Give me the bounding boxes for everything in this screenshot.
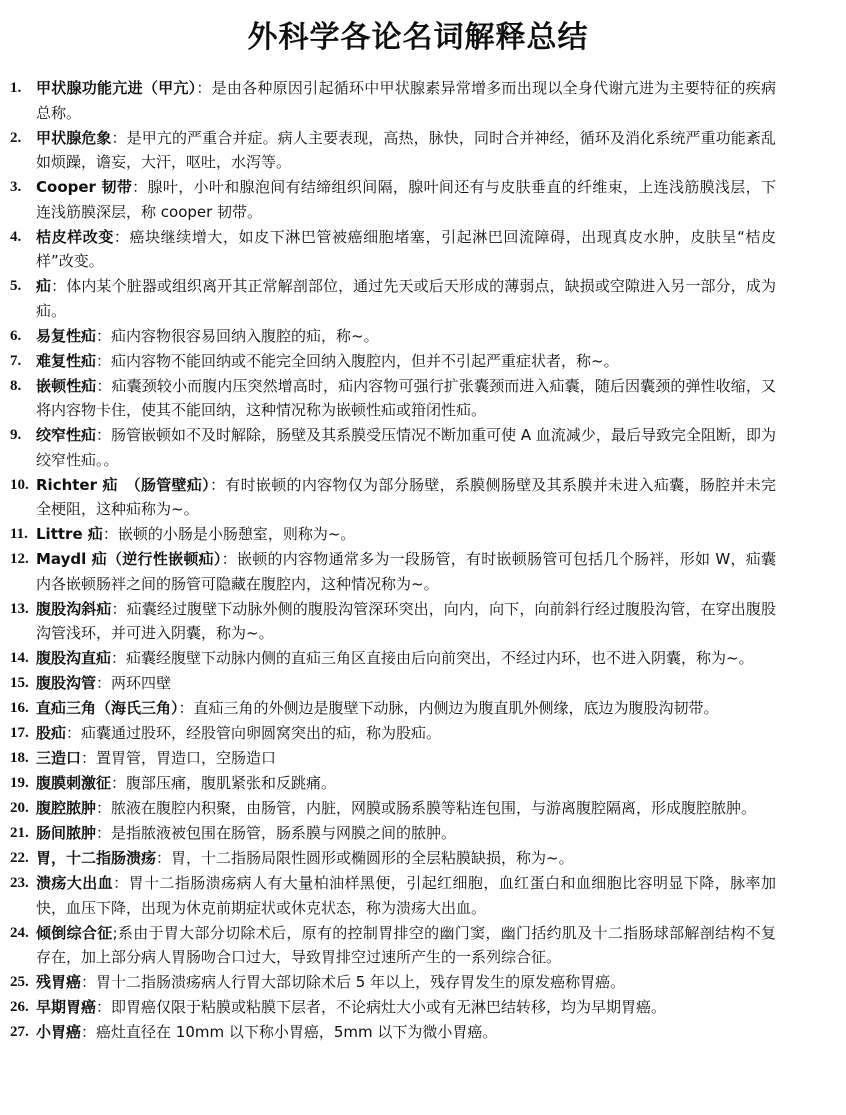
definition-entry xyxy=(10,746,776,771)
definition-entry xyxy=(10,821,776,846)
definition-entry xyxy=(10,995,776,1020)
entry-body xyxy=(36,696,776,721)
definition-list xyxy=(10,76,776,1045)
entry-number: 7. xyxy=(10,352,22,369)
entry-separator: ： xyxy=(66,724,82,742)
definition-entry xyxy=(10,522,776,547)
entry-number: 20. xyxy=(10,800,29,816)
entry-term: 直疝三角（海氏三角） xyxy=(36,699,179,717)
entry-separator: ： xyxy=(81,973,97,991)
entry-number: 19. xyxy=(10,775,29,791)
entry-term: 桔皮样改变 xyxy=(36,227,114,246)
entry-number: 2. xyxy=(10,129,22,146)
entry-body xyxy=(36,746,776,771)
entry-term: 难复性疝 xyxy=(36,351,97,370)
entry-number: 15. xyxy=(10,675,29,691)
entry-body xyxy=(36,671,776,696)
entry-definition: 两环四壁 xyxy=(111,674,172,692)
document-title: 外科学各论名词解释总结 xyxy=(247,20,589,55)
entry-term: 腹股沟斜疝 xyxy=(36,599,112,618)
entry-term: 易复性疝 xyxy=(36,326,97,345)
entry-body xyxy=(36,324,776,349)
entry-definition: 癌块继续增大，如皮下淋巴管被癌细胞堵塞，引起淋巴回流障碍，出现真皮水肿，皮肤呈“桔皮样”改变。 xyxy=(36,227,776,270)
definition-entry xyxy=(10,423,776,472)
entry-separator: ： xyxy=(209,475,226,494)
definition-entry xyxy=(10,597,776,646)
entry-term: 嵌顿性疝 xyxy=(36,376,97,395)
entry-term: 溃疡大出血 xyxy=(36,874,114,892)
entry-term: 绞窄性疝 xyxy=(36,426,97,444)
entry-term: 小胃癌 xyxy=(36,1023,82,1041)
entry-term: Maydl 疝（逆行性嵌顿疝） xyxy=(36,550,222,568)
entry-body xyxy=(36,796,776,821)
entry-term: 腹股沟管 xyxy=(36,674,97,692)
definition-entry xyxy=(10,473,776,522)
entry-separator: ： xyxy=(81,1023,97,1041)
entry-term: 腹股沟直疝 xyxy=(36,649,112,667)
entry-number: 11. xyxy=(10,526,28,542)
entry-body xyxy=(36,274,776,323)
entry-number: 13. xyxy=(10,600,29,617)
entry-definition: 嵌顿的小肠是小肠憩室，则称为~。 xyxy=(117,525,356,543)
definition-entry xyxy=(10,771,776,796)
entry-separator: ： xyxy=(156,849,172,867)
entry-term: 腹膜刺激征 xyxy=(36,774,112,792)
definition-entry xyxy=(10,1020,776,1045)
entry-separator: ： xyxy=(111,649,127,667)
entry-number: 18. xyxy=(10,750,29,766)
entry-separator: ： xyxy=(96,998,112,1016)
entry-number: 12. xyxy=(10,551,29,567)
definition-entry xyxy=(10,646,776,671)
entry-body xyxy=(36,1020,776,1045)
definition-entry xyxy=(10,846,776,871)
entry-number: 10. xyxy=(10,476,29,493)
entry-number: 9. xyxy=(10,427,22,443)
entry-separator: ： xyxy=(96,351,112,370)
entry-definition: 疝内容物不能回纳或不能完全回纳入腹腔内，但并不引起严重症状者，称~。 xyxy=(111,351,619,370)
entry-definition: 是甲亢的严重合并症。病人主要表现，高热，脉快，同时合并神经，循环及消化系统严重功能紊乱如烦躁，谵妄，大汗，呕吐，水泻等。 xyxy=(36,128,776,171)
entry-separator: ： xyxy=(96,426,112,444)
entry-term: 三造口 xyxy=(36,749,82,767)
entry-definition: 脓液在腹腔内积聚，由肠管，内脏，网膜或肠系膜等粘连包围，与游离腹腔隔离，形成腹腔脓肿。 xyxy=(111,799,757,817)
definition-entry xyxy=(10,349,776,374)
entry-separator: ： xyxy=(51,277,67,295)
entry-body xyxy=(36,597,776,646)
entry-number: 24. xyxy=(10,924,29,941)
entry-separator: ： xyxy=(111,128,127,147)
entry-body xyxy=(36,846,776,871)
entry-term: 残胃癌 xyxy=(36,973,82,991)
entry-term: 疝 xyxy=(36,277,52,295)
entry-separator: ： xyxy=(132,178,148,196)
entry-number: 8. xyxy=(10,377,22,394)
entry-body xyxy=(36,349,776,374)
definition-entry xyxy=(10,547,776,596)
entry-definition: 直疝三角的外侧边是腹壁下动脉，内侧边为腹直肌外侧缘，底边为腹股沟韧带。 xyxy=(193,699,719,717)
entry-term: 甲状腺危象 xyxy=(36,128,112,147)
entry-body xyxy=(36,721,776,746)
entry-number: 17. xyxy=(10,725,29,741)
entry-number: 21. xyxy=(10,825,29,841)
entry-separator: ： xyxy=(96,674,112,692)
definition-entry xyxy=(10,175,776,224)
entry-separator: ： xyxy=(111,774,127,792)
definition-entry xyxy=(10,324,776,349)
entry-body xyxy=(36,175,776,224)
entry-term: 腹腔脓肿 xyxy=(36,799,97,817)
entry-body xyxy=(36,921,776,970)
entry-term: Richter 疝 （肠管壁疝） xyxy=(36,475,210,494)
entry-number: 5. xyxy=(10,278,22,294)
entry-number: 4. xyxy=(10,228,22,245)
entry-number: 14. xyxy=(10,650,29,666)
entry-number: 6. xyxy=(10,327,22,344)
entry-separator: ： xyxy=(113,227,130,246)
entry-definition: 腹部压痛，腹肌紧张和反跳痛。 xyxy=(126,774,337,792)
entry-number: 1. xyxy=(10,80,22,96)
entry-term: 倾倒综合征 xyxy=(36,923,113,942)
entry-body xyxy=(36,76,776,125)
entry-separator: ： xyxy=(81,749,97,767)
entry-body xyxy=(36,423,776,472)
entry-body xyxy=(36,522,776,547)
entry-body xyxy=(36,871,776,920)
entry-body xyxy=(36,771,776,796)
entry-definition: 疝囊经腹壁下动脉内侧的直疝三角区直接由后向前突出，不经过内环，也不进入阴囊，称为~。 xyxy=(126,649,754,667)
entry-definition: 系由于胃大部分切除术后，原有的控制胃排空的幽门窦，幽门括约肌及十二指肠球部解剖结构不复存在，加上部分病人胃肠吻合口过大，导致胃排空过速所产生的一系列综合征。 xyxy=(36,923,776,966)
entry-definition: 体内某个脏器或组织离开其正常解剖部位，通过先天或后天形成的薄弱点，缺损或空隙进入另一部分，成为疝。 xyxy=(36,277,776,320)
entry-number: 16. xyxy=(10,700,29,716)
entry-definition: 肠管嵌顿如不及时解除，肠壁及其系膜受压情况不断加重可使 A 血流减少，最后导致完全阻断，即为绞窄性疝。。 xyxy=(36,426,776,469)
entry-term: 早期胃癌 xyxy=(36,998,97,1016)
definition-entry xyxy=(10,871,776,920)
definition-entry xyxy=(10,796,776,821)
entry-definition: 嵌顿的内容物通常多为一段肠管，有时嵌顿肠管可包括几个肠袢，形如 W，疝囊内各嵌顿肠袢之间的肠管可隐藏在腹腔内，这种情况称为~。 xyxy=(36,550,776,593)
entry-definition: 胃，十二指肠局限性圆形或椭圆形的全层粘膜缺损，称为~。 xyxy=(171,849,574,867)
entry-definition: 胃十二指肠溃疡病人行胃大部切除术后 5 年以上，残存胃发生的原发癌称胃癌。 xyxy=(96,973,626,991)
definition-entry xyxy=(10,970,776,995)
entry-number: 3. xyxy=(10,179,22,195)
definition-entry xyxy=(10,374,776,423)
entry-definition: 疝内容物很容易回纳入腹腔的疝，称~。 xyxy=(111,326,379,345)
entry-body xyxy=(36,126,776,175)
entry-number: 26. xyxy=(10,999,29,1015)
entry-definition: 胃十二指肠溃疡病人有大量柏油样黑便，引起红细胞，血红蛋白和血细胞比容明显下降，脉率加快，血压下降，出现为休克前期症状或休克状态，称为溃疡大出血。 xyxy=(36,874,776,917)
entry-body xyxy=(36,374,776,423)
entry-definition: 疝囊经过腹壁下动脉外侧的腹股沟管深环突出，向内，向下，向前斜行经过腹股沟管，在穿出腹股沟管浅环，并可进入阴囊，称为~。 xyxy=(36,599,776,642)
definition-entry xyxy=(10,721,776,746)
entry-separator: ： xyxy=(221,550,237,568)
entry-body xyxy=(36,225,776,274)
entry-definition: 即胃癌仅限于粘膜或粘膜下层者，不论病灶大小或有无淋巴结转移，均为早期胃癌。 xyxy=(111,998,667,1016)
entry-separator: ： xyxy=(111,599,127,618)
entry-number: 22. xyxy=(10,850,29,866)
definition-entry xyxy=(10,274,776,323)
entry-definition: 腺叶，小叶和腺泡间有结缔组织间隔，腺叶间还有与皮肤垂直的纤维束，上连浅筋膜浅层，下连浅筋膜深层，称 cooper 韧带。 xyxy=(36,178,776,221)
entry-definition: 疝囊颈较小而腹内压突然增高时，疝内容物可强行扩张囊颈而进入疝囊，随后因囊颈的弹性收缩，又将内容物卡住，使其不能回纳，这种情况称为嵌顿性疝或箝闭性疝。 xyxy=(36,376,776,419)
entry-separator: ： xyxy=(96,799,112,817)
entry-separator: ： xyxy=(102,525,118,543)
entry-body xyxy=(36,473,776,522)
entry-number: 23. xyxy=(10,875,29,891)
entry-term: 胃，十二指肠溃疡 xyxy=(36,849,157,867)
entry-definition: 有时嵌顿的内容物仅为部分肠壁，系膜侧肠壁及其系膜并未进入疝囊，肠腔并未完全梗阻，这种疝称为~。 xyxy=(36,475,776,518)
entry-term: 肠间脓肿 xyxy=(36,824,97,842)
entry-separator: ; xyxy=(112,923,118,942)
entry-body xyxy=(36,547,776,596)
definition-entry xyxy=(10,76,776,125)
entry-definition: 置胃管，胃造口，空肠造口 xyxy=(96,749,277,767)
entry-definition: 是指脓液被包围在肠管，肠系膜与网膜之间的脓肿。 xyxy=(111,824,457,842)
entry-definition: 是由各种原因引起循环中甲状腺素异常增多而出现以全身代谢亢进为主要特征的疾病总称。 xyxy=(36,79,776,122)
entry-term: 甲状腺功能亢进（甲亢） xyxy=(36,79,197,97)
entry-body xyxy=(36,821,776,846)
definition-entry xyxy=(10,671,776,696)
entry-separator: ： xyxy=(96,326,112,345)
entry-body xyxy=(36,970,776,995)
entry-separator: ： xyxy=(96,376,112,395)
entry-term: Littre 疝 xyxy=(36,525,103,543)
entry-separator: ： xyxy=(196,79,212,97)
entry-separator: ： xyxy=(96,824,112,842)
entry-number: 25. xyxy=(10,974,29,990)
entry-body xyxy=(36,995,776,1020)
definition-entry xyxy=(10,126,776,175)
entry-term: Cooper 韧带 xyxy=(36,178,133,196)
entry-term: 股疝 xyxy=(36,724,67,742)
entry-separator: ： xyxy=(178,699,194,717)
entry-number: 27. xyxy=(10,1024,29,1040)
definition-entry xyxy=(10,921,776,970)
entry-body xyxy=(36,646,776,671)
entry-separator: ： xyxy=(113,874,129,892)
definition-entry xyxy=(10,225,776,274)
entry-definition: 癌灶直径在 10mm 以下称小胃癌，5mm 以下为微小胃癌。 xyxy=(96,1023,498,1041)
definition-entry xyxy=(10,696,776,721)
entry-definition: 疝囊通过股环，经股管向卵圆窝突出的疝，称为股疝。 xyxy=(81,724,442,742)
